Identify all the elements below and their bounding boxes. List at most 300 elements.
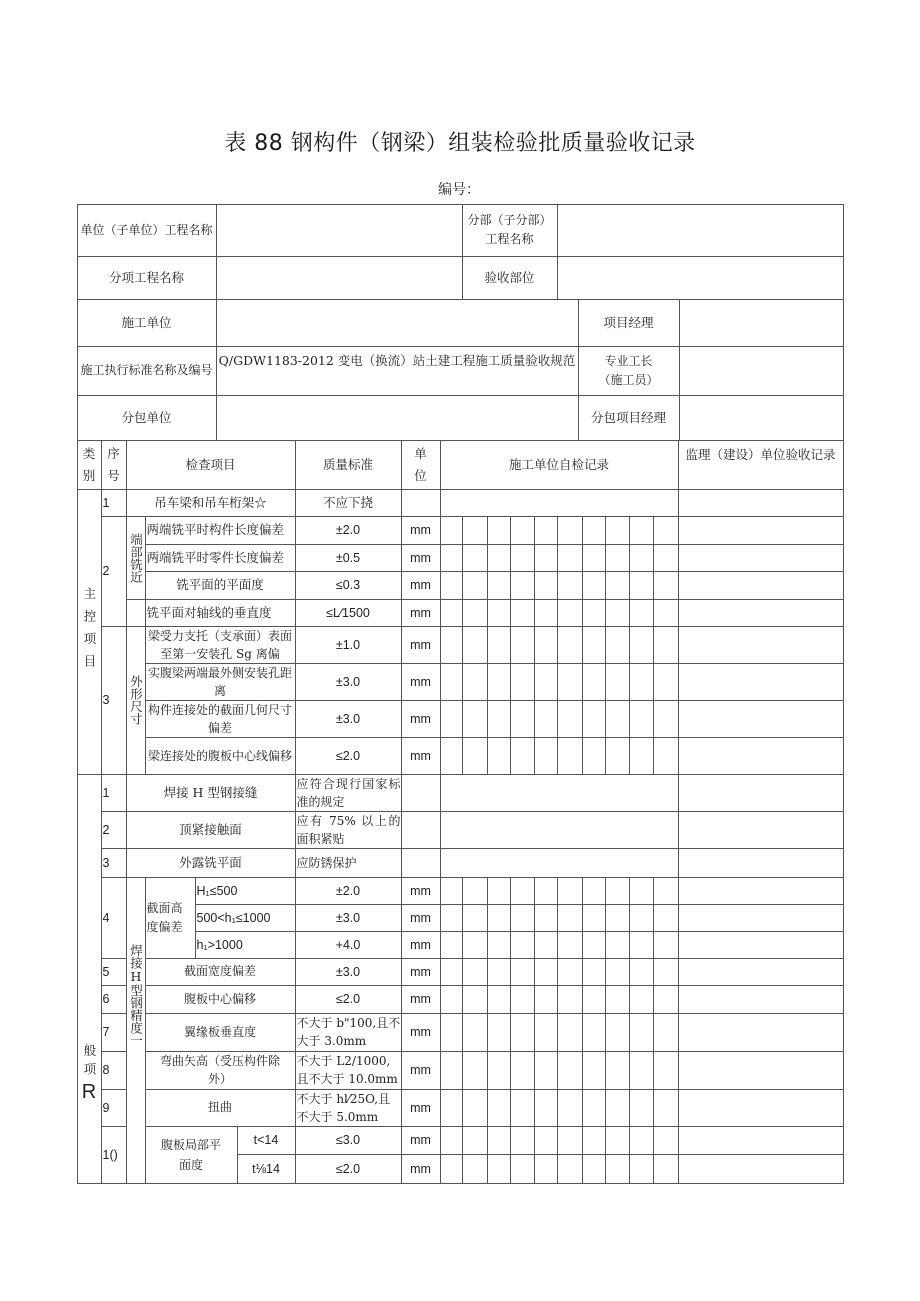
row-item [145, 1126, 238, 1184]
self-check-cell[interactable] [534, 700, 558, 738]
self-check-cell[interactable] [534, 1154, 558, 1184]
self-check-cell[interactable] [629, 1051, 654, 1090]
row-unit [401, 904, 441, 932]
row-standard-text: ≤0.3 [335, 578, 361, 592]
supervisor-record-cell[interactable] [678, 516, 844, 545]
self-check-cell[interactable] [510, 1089, 535, 1127]
self-check-cell[interactable] [557, 1154, 583, 1184]
self-check-cell[interactable] [557, 958, 583, 986]
self-check-cell[interactable] [557, 599, 583, 627]
self-check-cell[interactable] [605, 904, 630, 932]
row-item-text: 翼缘板垂直度 [183, 1024, 256, 1039]
supervisor-record-cell[interactable] [678, 599, 844, 627]
item-project-name-field[interactable] [216, 256, 463, 300]
row-item [145, 571, 296, 600]
self-check-cell[interactable] [629, 571, 654, 600]
self-check-cell[interactable] [582, 1126, 606, 1155]
row-unit [401, 1089, 441, 1127]
self-check-cell[interactable] [582, 904, 606, 932]
row-seq [101, 774, 127, 812]
self-check-cell[interactable] [440, 626, 463, 664]
sub-manager-label-text: 分包项目经理 [590, 409, 666, 425]
self-check-cell[interactable] [510, 663, 535, 701]
self-check-cell[interactable] [487, 877, 511, 905]
self-check-cell[interactable] [653, 516, 679, 545]
self-check-cell[interactable] [629, 663, 654, 701]
self-check-cell[interactable] [605, 544, 630, 572]
self-check-cell[interactable] [462, 737, 488, 775]
category-main-control-text: 主控项目 [82, 586, 97, 677]
self-check-cell[interactable] [653, 904, 679, 932]
self-check-cell[interactable] [582, 737, 606, 775]
row-sub-item [195, 904, 296, 932]
row-standard-text: 不应下挠 [322, 494, 373, 510]
self-check-cell[interactable] [510, 877, 535, 905]
self-check-cell[interactable] [440, 931, 463, 959]
self-check-cell[interactable] [487, 985, 511, 1014]
project-manager-field[interactable] [679, 299, 844, 347]
self-check-cell[interactable] [534, 904, 558, 932]
row-seq [101, 489, 127, 517]
self-check-cell[interactable] [582, 544, 606, 572]
supervisor-record-cell[interactable] [678, 848, 844, 878]
self-check-cell[interactable] [440, 877, 463, 905]
self-check-cell[interactable] [440, 489, 679, 517]
self-check-cell[interactable] [582, 1051, 606, 1090]
self-check-cell[interactable] [605, 1013, 630, 1052]
foreman-label [578, 346, 680, 396]
self-check-cell[interactable] [462, 877, 488, 905]
self-check-cell[interactable] [629, 626, 654, 664]
self-check-cell[interactable] [534, 1013, 558, 1052]
self-check-cell[interactable] [534, 571, 558, 600]
contractor-field[interactable] [216, 299, 579, 347]
sub-project-name-field[interactable] [557, 204, 844, 257]
unit-project-name-field[interactable] [216, 204, 463, 257]
self-check-cell[interactable] [557, 1089, 583, 1127]
col-standard-header-text: 质量标准 [322, 456, 373, 472]
self-check-cell[interactable] [653, 1154, 679, 1184]
self-check-cell[interactable] [605, 516, 630, 545]
self-check-cell[interactable] [653, 1013, 679, 1052]
supervisor-record-cell[interactable] [678, 958, 844, 986]
self-check-cell[interactable] [605, 985, 630, 1014]
category-general-text: 般项 [82, 1044, 97, 1081]
row-unit-text: mm [410, 637, 431, 652]
self-check-cell[interactable] [534, 877, 558, 905]
self-check-cell[interactable] [462, 1089, 488, 1127]
self-check-cell[interactable] [629, 1089, 654, 1127]
self-check-cell[interactable] [605, 571, 630, 600]
row-item [145, 700, 296, 738]
row-standard [295, 599, 402, 627]
self-check-cell[interactable] [629, 737, 654, 775]
self-check-cell[interactable] [487, 544, 511, 572]
self-check-cell[interactable] [487, 904, 511, 932]
standard-field-text: Q/GDW1183-2012 变电（换流）站土建工程施工质量验收规范 [218, 352, 576, 368]
self-check-cell[interactable] [582, 1013, 606, 1052]
supervisor-record-cell[interactable] [678, 811, 844, 849]
self-check-cell[interactable] [653, 1051, 679, 1090]
self-check-cell[interactable] [462, 931, 488, 959]
row-standard-text: 不大于 L2/1000,且不大于 10.0mm [296, 1054, 398, 1086]
supervisor-record-cell[interactable] [678, 1126, 844, 1155]
row-group-text: 端部铣近 [128, 532, 144, 583]
row-unit-text: mm [410, 711, 431, 726]
self-check-cell[interactable] [534, 1089, 558, 1127]
self-check-cell[interactable] [487, 737, 511, 775]
self-check-cell[interactable] [510, 571, 535, 600]
self-check-cell[interactable] [487, 1154, 511, 1184]
row-unit [401, 1154, 441, 1184]
row-standard [295, 516, 402, 545]
subcontractor-label [77, 395, 217, 441]
self-check-cell[interactable] [605, 1089, 630, 1127]
row-unit-text: mm [410, 992, 431, 1006]
sub-project-name-label-text: 分部（子分部）工程名称 [467, 213, 552, 246]
self-check-cell[interactable] [510, 1051, 535, 1090]
self-check-cell[interactable] [653, 599, 679, 627]
self-check-cell[interactable] [605, 700, 630, 738]
self-check-cell[interactable] [440, 700, 463, 738]
row-seq [101, 958, 127, 986]
self-check-cell[interactable] [605, 599, 630, 627]
supervisor-record-cell[interactable] [678, 904, 844, 932]
self-check-cell[interactable] [462, 626, 488, 664]
self-check-cell[interactable] [582, 1154, 606, 1184]
self-check-cell[interactable] [487, 663, 511, 701]
row-group-text: 焊接H型钢精度一 [128, 943, 144, 1047]
self-check-cell[interactable] [487, 1013, 511, 1052]
self-check-cell[interactable] [629, 958, 654, 986]
row-item-text: 铣平面的平面度 [176, 577, 264, 592]
self-check-cell[interactable] [629, 1154, 654, 1184]
self-check-cell[interactable] [462, 544, 488, 572]
self-check-cell[interactable] [582, 700, 606, 738]
self-check-cell[interactable] [440, 985, 463, 1014]
supervisor-record-cell[interactable] [678, 700, 844, 738]
self-check-cell[interactable] [510, 544, 535, 572]
row-unit [401, 663, 441, 701]
row-sub-item-text: h₁>1000 [196, 937, 243, 952]
self-check-cell[interactable] [462, 1126, 488, 1155]
row-unit [401, 489, 441, 517]
self-check-cell[interactable] [653, 958, 679, 986]
self-check-cell[interactable] [510, 958, 535, 986]
self-check-cell[interactable] [510, 516, 535, 545]
row-standard-text: ±3.0 [335, 674, 361, 689]
row-item [126, 848, 296, 878]
self-check-cell[interactable] [462, 1013, 488, 1052]
self-check-cell[interactable] [582, 958, 606, 986]
row-seq-text: 9 [102, 1100, 110, 1115]
row-unit-text: mm [410, 964, 431, 979]
category-general-mark: R [81, 1081, 97, 1103]
self-check-cell[interactable] [557, 904, 583, 932]
row-item-text: 铣平面对轴线的垂直度 [146, 604, 272, 620]
self-check-cell[interactable] [440, 599, 463, 627]
row-unit-text: mm [410, 937, 431, 952]
row-unit-text: mm [410, 550, 431, 565]
self-check-cell[interactable] [462, 985, 488, 1014]
self-check-cell[interactable] [440, 904, 463, 932]
supervisor-record-cell[interactable] [678, 544, 844, 572]
row-unit [401, 1051, 441, 1090]
row-item [145, 663, 296, 701]
row-standard [295, 1051, 402, 1090]
self-check-cell[interactable] [462, 516, 488, 545]
supervisor-record-cell[interactable] [678, 663, 844, 701]
supervisor-record-cell[interactable] [678, 737, 844, 775]
supervisor-record-cell[interactable] [678, 1089, 844, 1127]
row-standard-text: ≤L⁄1500 [326, 605, 370, 620]
category-general [77, 774, 102, 1184]
row-unit-text: mm [410, 1161, 431, 1176]
self-check-cell[interactable] [462, 571, 488, 600]
self-check-cell[interactable] [440, 1154, 463, 1184]
self-check-cell[interactable] [440, 1126, 463, 1155]
self-check-cell[interactable] [440, 774, 679, 812]
self-check-cell[interactable] [629, 1126, 654, 1155]
self-check-cell[interactable] [440, 1089, 463, 1127]
self-check-cell[interactable] [605, 1154, 630, 1184]
self-check-cell[interactable] [510, 1154, 535, 1184]
row-standard-text: ±0.5 [335, 550, 361, 565]
self-check-cell[interactable] [557, 571, 583, 600]
self-check-cell[interactable] [534, 1051, 558, 1090]
self-check-cell[interactable] [629, 985, 654, 1014]
row-standard [295, 626, 402, 664]
self-check-cell[interactable] [557, 737, 583, 775]
row-standard-text: ±3.0 [335, 910, 361, 925]
self-check-cell[interactable] [487, 1126, 511, 1155]
self-check-cell[interactable] [440, 958, 463, 986]
col-self-check-header-text: 施工单位自检记录 [508, 456, 609, 472]
supervisor-record-cell[interactable] [678, 571, 844, 600]
self-check-cell[interactable] [510, 1013, 535, 1052]
self-check-cell[interactable] [462, 663, 488, 701]
self-check-cell[interactable] [557, 985, 583, 1014]
self-check-cell[interactable] [653, 877, 679, 905]
self-check-cell[interactable] [510, 1126, 535, 1155]
row-standard [295, 1013, 402, 1052]
self-check-cell[interactable] [582, 663, 606, 701]
self-check-cell[interactable] [605, 626, 630, 664]
self-check-cell[interactable] [534, 544, 558, 572]
sub-manager-field[interactable] [679, 395, 844, 441]
col-self-check-header [440, 440, 679, 490]
self-check-cell[interactable] [487, 516, 511, 545]
row-item [145, 737, 296, 775]
self-check-cell[interactable] [653, 626, 679, 664]
self-check-cell[interactable] [653, 571, 679, 600]
self-check-cell[interactable] [629, 516, 654, 545]
self-check-cell[interactable] [629, 904, 654, 932]
self-check-cell[interactable] [487, 700, 511, 738]
self-check-cell[interactable] [487, 599, 511, 627]
supervisor-record-cell[interactable] [678, 489, 844, 517]
foreman-label-text: 专业工长（施工员） [598, 353, 659, 387]
self-check-cell[interactable] [534, 599, 558, 627]
self-check-cell[interactable] [440, 737, 463, 775]
row-seq-text: 5 [102, 964, 110, 979]
self-check-cell[interactable] [653, 1089, 679, 1127]
self-check-cell[interactable] [605, 1051, 630, 1090]
self-check-cell[interactable] [557, 1013, 583, 1052]
self-check-cell[interactable] [605, 1126, 630, 1155]
self-check-cell[interactable] [510, 985, 535, 1014]
self-check-cell[interactable] [653, 985, 679, 1014]
self-check-cell[interactable] [440, 571, 463, 600]
acceptance-part-label [462, 256, 558, 300]
acceptance-part-field[interactable] [557, 256, 844, 300]
self-check-cell[interactable] [557, 663, 583, 701]
row-sub-item [195, 877, 296, 905]
self-check-cell[interactable] [440, 544, 463, 572]
self-check-cell[interactable] [462, 1051, 488, 1090]
self-check-cell[interactable] [534, 626, 558, 664]
row-unit-text: mm [410, 883, 431, 898]
self-check-cell[interactable] [629, 599, 654, 627]
row-sub-item-text: H₁≤500 [196, 883, 238, 898]
self-check-cell[interactable] [605, 877, 630, 905]
self-check-cell[interactable] [440, 663, 463, 701]
col-unit-header [401, 440, 441, 490]
self-check-cell[interactable] [534, 1126, 558, 1155]
self-check-cell[interactable] [557, 626, 583, 664]
supervisor-record-cell[interactable] [678, 774, 844, 812]
row-item [145, 599, 296, 627]
row-standard [295, 489, 402, 517]
row-standard [295, 931, 402, 959]
self-check-cell[interactable] [582, 516, 606, 545]
self-check-cell[interactable] [534, 663, 558, 701]
supervisor-record-cell[interactable] [678, 931, 844, 959]
self-check-cell[interactable] [440, 516, 463, 545]
self-check-cell[interactable] [534, 958, 558, 986]
self-check-cell[interactable] [629, 877, 654, 905]
self-check-cell[interactable] [653, 544, 679, 572]
self-check-cell[interactable] [462, 958, 488, 986]
self-check-cell[interactable] [440, 1013, 463, 1052]
self-check-cell[interactable] [629, 1013, 654, 1052]
supervisor-record-cell[interactable] [678, 626, 844, 664]
supervisor-record-cell[interactable] [678, 985, 844, 1014]
self-check-cell[interactable] [605, 958, 630, 986]
self-check-cell[interactable] [487, 958, 511, 986]
self-check-cell[interactable] [534, 985, 558, 1014]
row-standard [295, 737, 402, 775]
self-check-cell[interactable] [487, 571, 511, 600]
self-check-cell[interactable] [605, 663, 630, 701]
supervisor-record-cell[interactable] [678, 1154, 844, 1184]
supervisor-record-cell[interactable] [678, 1013, 844, 1052]
self-check-cell[interactable] [487, 931, 511, 959]
self-check-cell[interactable] [440, 848, 679, 878]
self-check-cell[interactable] [510, 904, 535, 932]
self-check-cell[interactable] [653, 931, 679, 959]
self-check-cell[interactable] [462, 904, 488, 932]
row-seq-text: 4 [102, 910, 110, 925]
unit-project-name-label-text: 单位（子单位）工程名称 [80, 222, 213, 237]
self-check-cell[interactable] [462, 599, 488, 627]
row-item [126, 489, 296, 517]
self-check-cell[interactable] [653, 737, 679, 775]
self-check-cell[interactable] [653, 700, 679, 738]
self-check-cell[interactable] [582, 931, 606, 959]
self-check-cell[interactable] [582, 877, 606, 905]
self-check-cell[interactable] [510, 700, 535, 738]
self-check-cell[interactable] [557, 544, 583, 572]
self-check-cell[interactable] [557, 1126, 583, 1155]
self-check-cell[interactable] [487, 1051, 511, 1090]
self-check-cell[interactable] [510, 737, 535, 775]
self-check-cell[interactable] [440, 811, 679, 849]
row-standard-text: ±2.0 [335, 523, 361, 537]
self-check-cell[interactable] [605, 931, 630, 959]
self-check-cell[interactable] [557, 1051, 583, 1090]
self-check-cell[interactable] [487, 1089, 511, 1127]
self-check-cell[interactable] [534, 931, 558, 959]
row-seq-text: 3 [102, 693, 110, 707]
row-sub-item-text: 500<h₁≤1000 [196, 910, 271, 925]
self-check-cell[interactable] [557, 700, 583, 738]
row-group-text: 外形尺寸 [128, 675, 144, 725]
self-check-cell[interactable] [462, 1154, 488, 1184]
supervisor-record-cell[interactable] [678, 877, 844, 905]
row-unit [401, 877, 441, 905]
self-check-cell[interactable] [510, 599, 535, 627]
self-check-cell[interactable] [653, 663, 679, 701]
self-check-cell[interactable] [557, 877, 583, 905]
row-seq [101, 877, 127, 959]
foreman-field[interactable] [679, 346, 844, 396]
self-check-cell[interactable] [582, 571, 606, 600]
col-seq-header [101, 440, 127, 490]
row-unit [401, 848, 441, 878]
row-item-text: 焊接 H 型钢接缝 [163, 784, 258, 800]
self-check-cell[interactable] [534, 516, 558, 545]
row-sub-item [195, 931, 296, 959]
self-check-cell[interactable] [487, 626, 511, 664]
self-check-cell[interactable] [510, 626, 535, 664]
row-seq [101, 1089, 127, 1127]
self-check-cell[interactable] [582, 599, 606, 627]
self-check-cell[interactable] [582, 1089, 606, 1127]
self-check-cell[interactable] [629, 931, 654, 959]
self-check-cell[interactable] [629, 700, 654, 738]
supervisor-record-cell[interactable] [678, 1051, 844, 1090]
row-item-text: 截面高度偏差 [146, 900, 183, 934]
self-check-cell[interactable] [534, 737, 558, 775]
row-seq-text: 2 [102, 822, 110, 837]
self-check-cell[interactable] [582, 985, 606, 1014]
self-check-cell[interactable] [440, 1051, 463, 1090]
self-check-cell[interactable] [557, 931, 583, 959]
self-check-cell[interactable] [582, 626, 606, 664]
self-check-cell[interactable] [629, 544, 654, 572]
self-check-cell[interactable] [462, 700, 488, 738]
self-check-cell[interactable] [653, 1126, 679, 1155]
self-check-cell[interactable] [557, 516, 583, 545]
self-check-cell[interactable] [605, 737, 630, 775]
row-unit [401, 774, 441, 812]
self-check-cell[interactable] [510, 931, 535, 959]
row-seq-text: 6 [102, 992, 110, 1006]
row-unit [401, 544, 441, 572]
standard-field[interactable] [216, 346, 579, 396]
subcontractor-field[interactable] [216, 395, 579, 441]
